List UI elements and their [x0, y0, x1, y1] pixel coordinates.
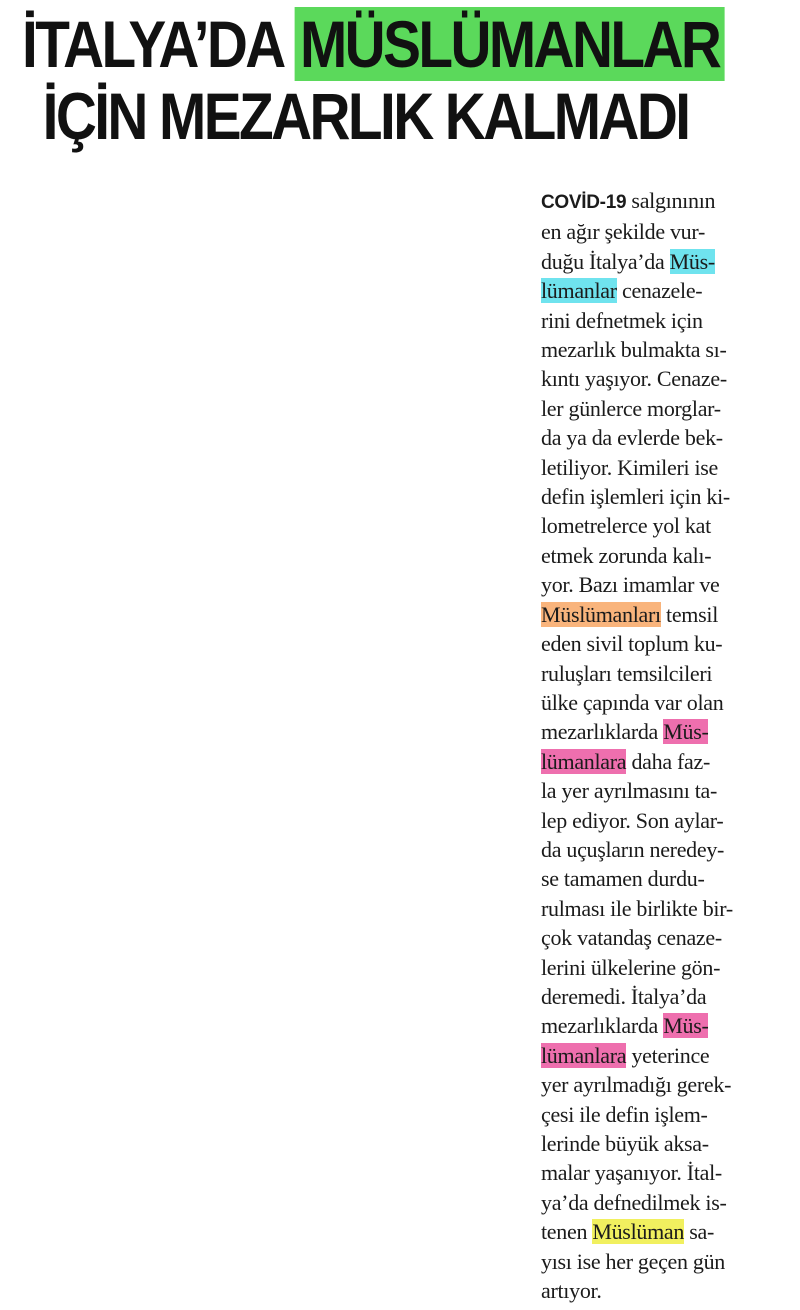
headline-highlight: MÜSLÜMANLAR — [295, 7, 725, 81]
article-line: se tamamen durdu- — [541, 866, 705, 892]
headline-text-1: İTALYA’DA — [22, 7, 295, 81]
article-lead: COVİD-19 — [541, 192, 627, 213]
article-line: letiliyor. Kimileri ise — [541, 454, 719, 480]
article-line: rulması ile birlikte bir- — [541, 895, 733, 921]
article-line: lümanlara yeterince — [541, 1042, 710, 1068]
highlighted-keyword: Müslümanları — [541, 601, 661, 627]
article-line: mezarlıklarda Müs- — [541, 1013, 709, 1039]
article-line: etmek zorunda kalı- — [541, 542, 712, 568]
article-line: çok vatandaş cenaze- — [541, 925, 722, 951]
article-line: defin işlemleri için ki- — [541, 484, 730, 510]
headline-line-2: İÇİN MEZARLIK KALMADI — [42, 79, 689, 153]
article-line: lerinde büyük aksa- — [541, 1131, 709, 1156]
article-line: lerini ülkelerine gön- — [541, 954, 721, 980]
highlighted-keyword: lümanlar — [541, 278, 617, 304]
article-line: la yer ayrılmasını ta- — [541, 778, 718, 804]
article-line: malar yaşanıyor. İtal- — [541, 1160, 722, 1186]
article-line: ülke çapında var olan — [541, 689, 724, 715]
highlighted-keyword: lümanlara — [541, 748, 627, 774]
article-line: çesi ile defin işlem- — [541, 1101, 708, 1127]
article-line: mezarlıklarda Müs- — [541, 719, 709, 745]
article-line: deremedi. İtalya’da — [541, 983, 707, 1009]
article-line: mezarlık bulmakta sı- — [541, 337, 727, 363]
article-line: yer ayrılmadığı gerek- — [541, 1072, 732, 1098]
article-line: Müslümanları temsil — [541, 601, 719, 627]
article-line: kıntı yaşıyor. Cenaze- — [541, 366, 727, 392]
highlighted-keyword: Müs- — [669, 248, 715, 274]
article-line: tenen Müslüman sa- — [541, 1219, 715, 1245]
article-line: da uçuşların neredey- — [541, 836, 725, 862]
article-line: lep ediyor. Son aylar- — [541, 807, 724, 833]
article-line: duğu İtalya’da Müs- — [541, 248, 715, 274]
article-body — [541, 186, 781, 1305]
headline — [22, 7, 720, 153]
article-line: lometrelerce yol kat — [541, 513, 711, 539]
highlighted-keyword: Müs- — [663, 1013, 709, 1039]
article-line: eden sivil toplum ku- — [541, 631, 723, 657]
article-line: lümanlar cenazele- — [541, 278, 703, 304]
article-line: da ya da evlerde bek- — [541, 425, 723, 451]
highlighted-keyword: Müs- — [663, 719, 709, 745]
article-line: yor. Bazı imamlar ve — [541, 572, 720, 598]
article-line: ler günlerce morglar- — [541, 395, 721, 421]
article-line: en ağır şekilde vur- — [541, 219, 705, 245]
article-line: lümanlara daha faz- — [541, 748, 710, 774]
article-line: COVİD-19 salgınının — [541, 188, 716, 213]
article-line: artıyor. — [541, 1278, 602, 1304]
article-line: ruluşları temsilcileri — [541, 660, 713, 686]
highlighted-keyword: Müslüman — [592, 1219, 685, 1245]
article-line: ya’da defnedilmek is- — [541, 1189, 727, 1215]
article-line: rini defnetmek için — [541, 307, 703, 333]
article-line: yısı ise her geçen gün — [541, 1248, 726, 1274]
highlighted-keyword: lümanlara — [541, 1042, 627, 1068]
headline-line-1 — [22, 7, 720, 81]
